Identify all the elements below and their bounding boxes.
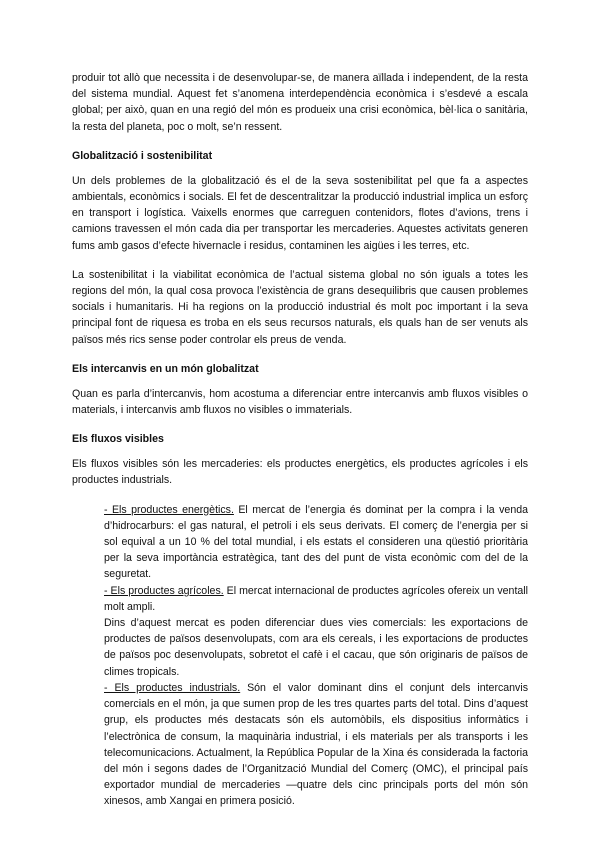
item-title-energetics: - Els productes energètics. (104, 503, 234, 516)
heading-fluxos-visibles: Els fluxos visibles (72, 433, 164, 446)
item-title-industrials: - Els productes industrials. (104, 681, 241, 694)
list-item-agricoles (104, 583, 528, 615)
globalitzacio-paragraph-1: Un dels problemes de la globalització és el de la seva sostenibilitat pel que fa a aspectes ambientals, econòmics i socials. El fet de descentralitzar la producció industrial implica un esforç en transport i logística. Vaixells enormes que carreguen contenidors, flotes d’avions, trens i camions travessen el món cada dia per transportar les mercaderies. Aquestes activitats generen fums amb gasos d’efecte hivernacle i residus, contaminen les aigües i les terres, etc. (72, 174, 528, 252)
product-list (104, 502, 528, 810)
list-item-energetics (104, 502, 528, 583)
item-text-agricoles: El mercat internacional de productes agrícoles ofereix un ventall molt ampli. (104, 584, 528, 613)
item-text-industrials: Són el valor dominant dins el conjunt dels intercanvis comercials en el món, ja que sumen prop de les tres quartes parts del total. Dins d’aquest grup, els productes més destacats són els automòbils, els dispositius informàtics i l’electrònica de consum, la maquinària industrial, i els materials per als transports i les telecomunicacions. Actualment, la República Popular de la Xina és considerada la factoria del món i segons dades de l’Organització Mundial del Comerç (OMC), el principal país exportador mundial de mercaderies —quatre dels cinc principals ports del món són xinesos, amb Xangai en primera posició. (104, 681, 528, 808)
intercanvis-paragraph-1: Quan es parla d’intercanvis, hom acostuma a diferenciar entre intercanvis amb fluxos visibles o materials, i intercanvis amb fluxos no visibles o immaterials. (72, 387, 528, 417)
fluxos-paragraph-1: Els fluxos visibles són les mercaderies: els productes energètics, els productes agrícoles i els productes industrials. (72, 458, 528, 487)
heading-globalitzacio: Globalització i sostenibilitat (72, 149, 213, 162)
item-text-energetics: El mercat de l’energia és dominat per la compra i la venda d’hidrocarburs: el gas natural, el petroli i els seus derivats. El comerç de l’energia per si sol equival a un 10 % del total mundial, i els estats el consideren una qüestió prioritària per la seva importància estratègica, tant des del punt de vista econòmic com del de la seguretat. (104, 503, 528, 581)
globalitzacio-paragraph-2: La sostenibilitat i la viabilitat econòmica de l’actual sistema global no són iguals a totes les regions del món, la qual cosa provoca l’existència de grans desequilibris que causen problemes socials i humanitaris. Hi ha regions on la producció industrial és molt poc important i la seva principal font de riquesa es troba en els seus recursos naturals, els quals han de ser venuts als països més rics sense poder controlar els preus de venda. (72, 268, 528, 346)
heading-intercanvis: Els intercanvis en un món globalitzat (72, 362, 259, 375)
item-title-agricoles: - Els productes agrícoles. (104, 584, 224, 597)
list-item-agricoles-extra: Dins d’aquest mercat es poden diferenciar dues vies comercials: les exportacions de productes de països desenvolupats, com ara els cereals, i les exportacions de productes de països poc desenvolupats, sobretot el cafè i el cacau, que són originaris de països de climes tropicals. (104, 617, 528, 678)
document-page (72, 70, 528, 810)
list-item-industrials (104, 680, 528, 810)
intro-paragraph: produir tot allò que necessita i de desenvolupar-se, de manera aïllada i independent, de la resta del sistema mundial. Aquest fet s’anomena interdependència econòmica i s’esdevé a escala global; per això, quan en una regió del món es produeix una crisi econòmica, bèl·lica o sanitària, la resta del planeta, poc o molt, se’n ressent. (72, 72, 528, 133)
